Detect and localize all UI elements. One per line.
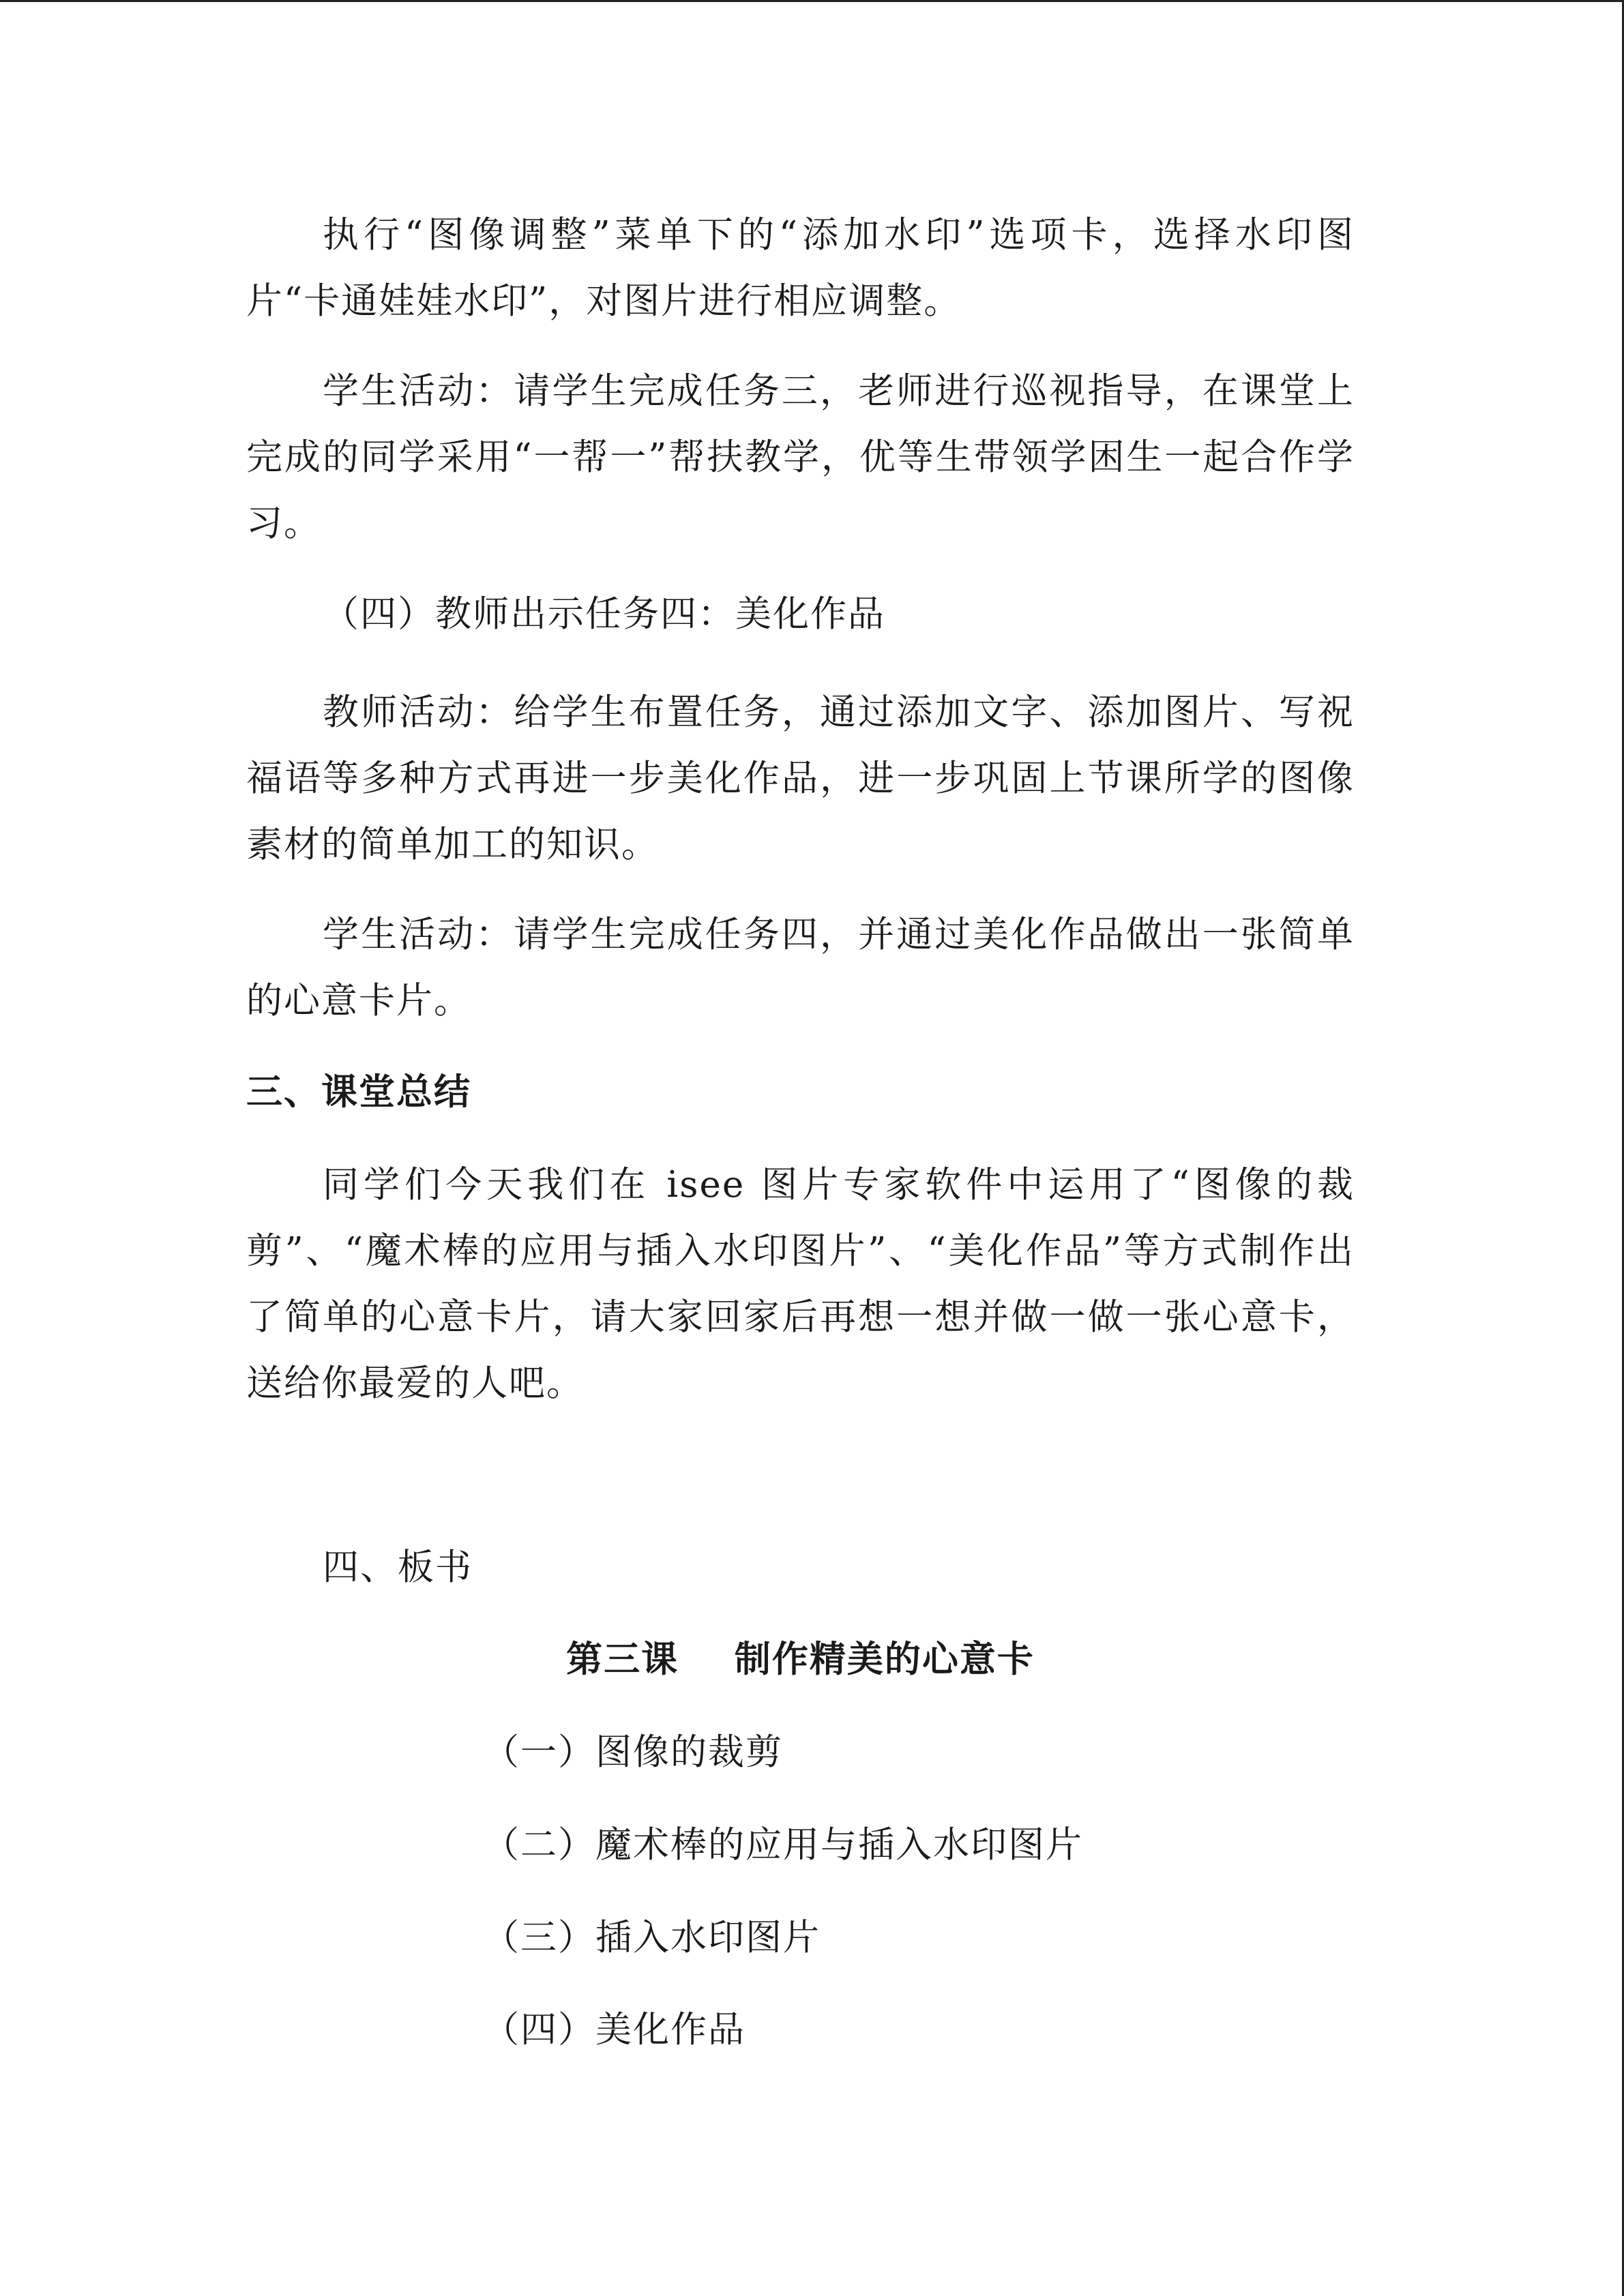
board-item-1: （一）图像的裁剪 [483,1731,783,1773]
paragraph-watermark-step: 执行“图像调整”菜单下的“添加水印”选项卡，选择水印图片“卡通娃娃水印”，对图片进行相应调整。 [246,214,1355,322]
section-heading-summary: 三、课堂总结 [246,1071,471,1113]
board-item-4: （四）美化作品 [483,2009,745,2051]
board-title: 第三课 制作精美的心意卡 [566,1639,1035,1680]
page-top-border [0,0,1624,2]
paragraph-task-4-heading: （四）教师出示任务四：美化作品 [323,593,885,635]
board-item-3: （三）插入水印图片 [483,1917,821,1958]
paragraph-student-activity-4: 学生活动：请学生完成任务四，并通过美化作品做出一张简单的心意卡片。 [246,914,1355,1022]
paragraph-teacher-activity-4: 教师活动：给学生布置任务，通过添加文字、添加图片、写祝福语等多种方式再进一步美化作品，进一步巩固上节课所学的图像素材的简单加工的知识。 [246,691,1355,865]
paragraph-student-activity-3: 学生活动：请学生完成任务三，老师进行巡视指导，在课堂上完成的同学采用“一帮一”帮扶教学，优等生带领学困生一起合作学习。 [246,370,1355,544]
paragraph-class-summary: 同学们今天我们在 isee 图片专家软件中运用了“图像的裁剪”、“魔术棒的应用与插入水印图片”、“美化作品”等方式制作出了简单的心意卡片，请大家回家后再想一想并做一做一张心意卡，送给你最爱的人吧。 [246,1164,1355,1404]
section-heading-board: 四、板书 [323,1547,473,1588]
board-item-2: （二）魔术棒的应用与插入水印图片 [483,1824,1083,1866]
